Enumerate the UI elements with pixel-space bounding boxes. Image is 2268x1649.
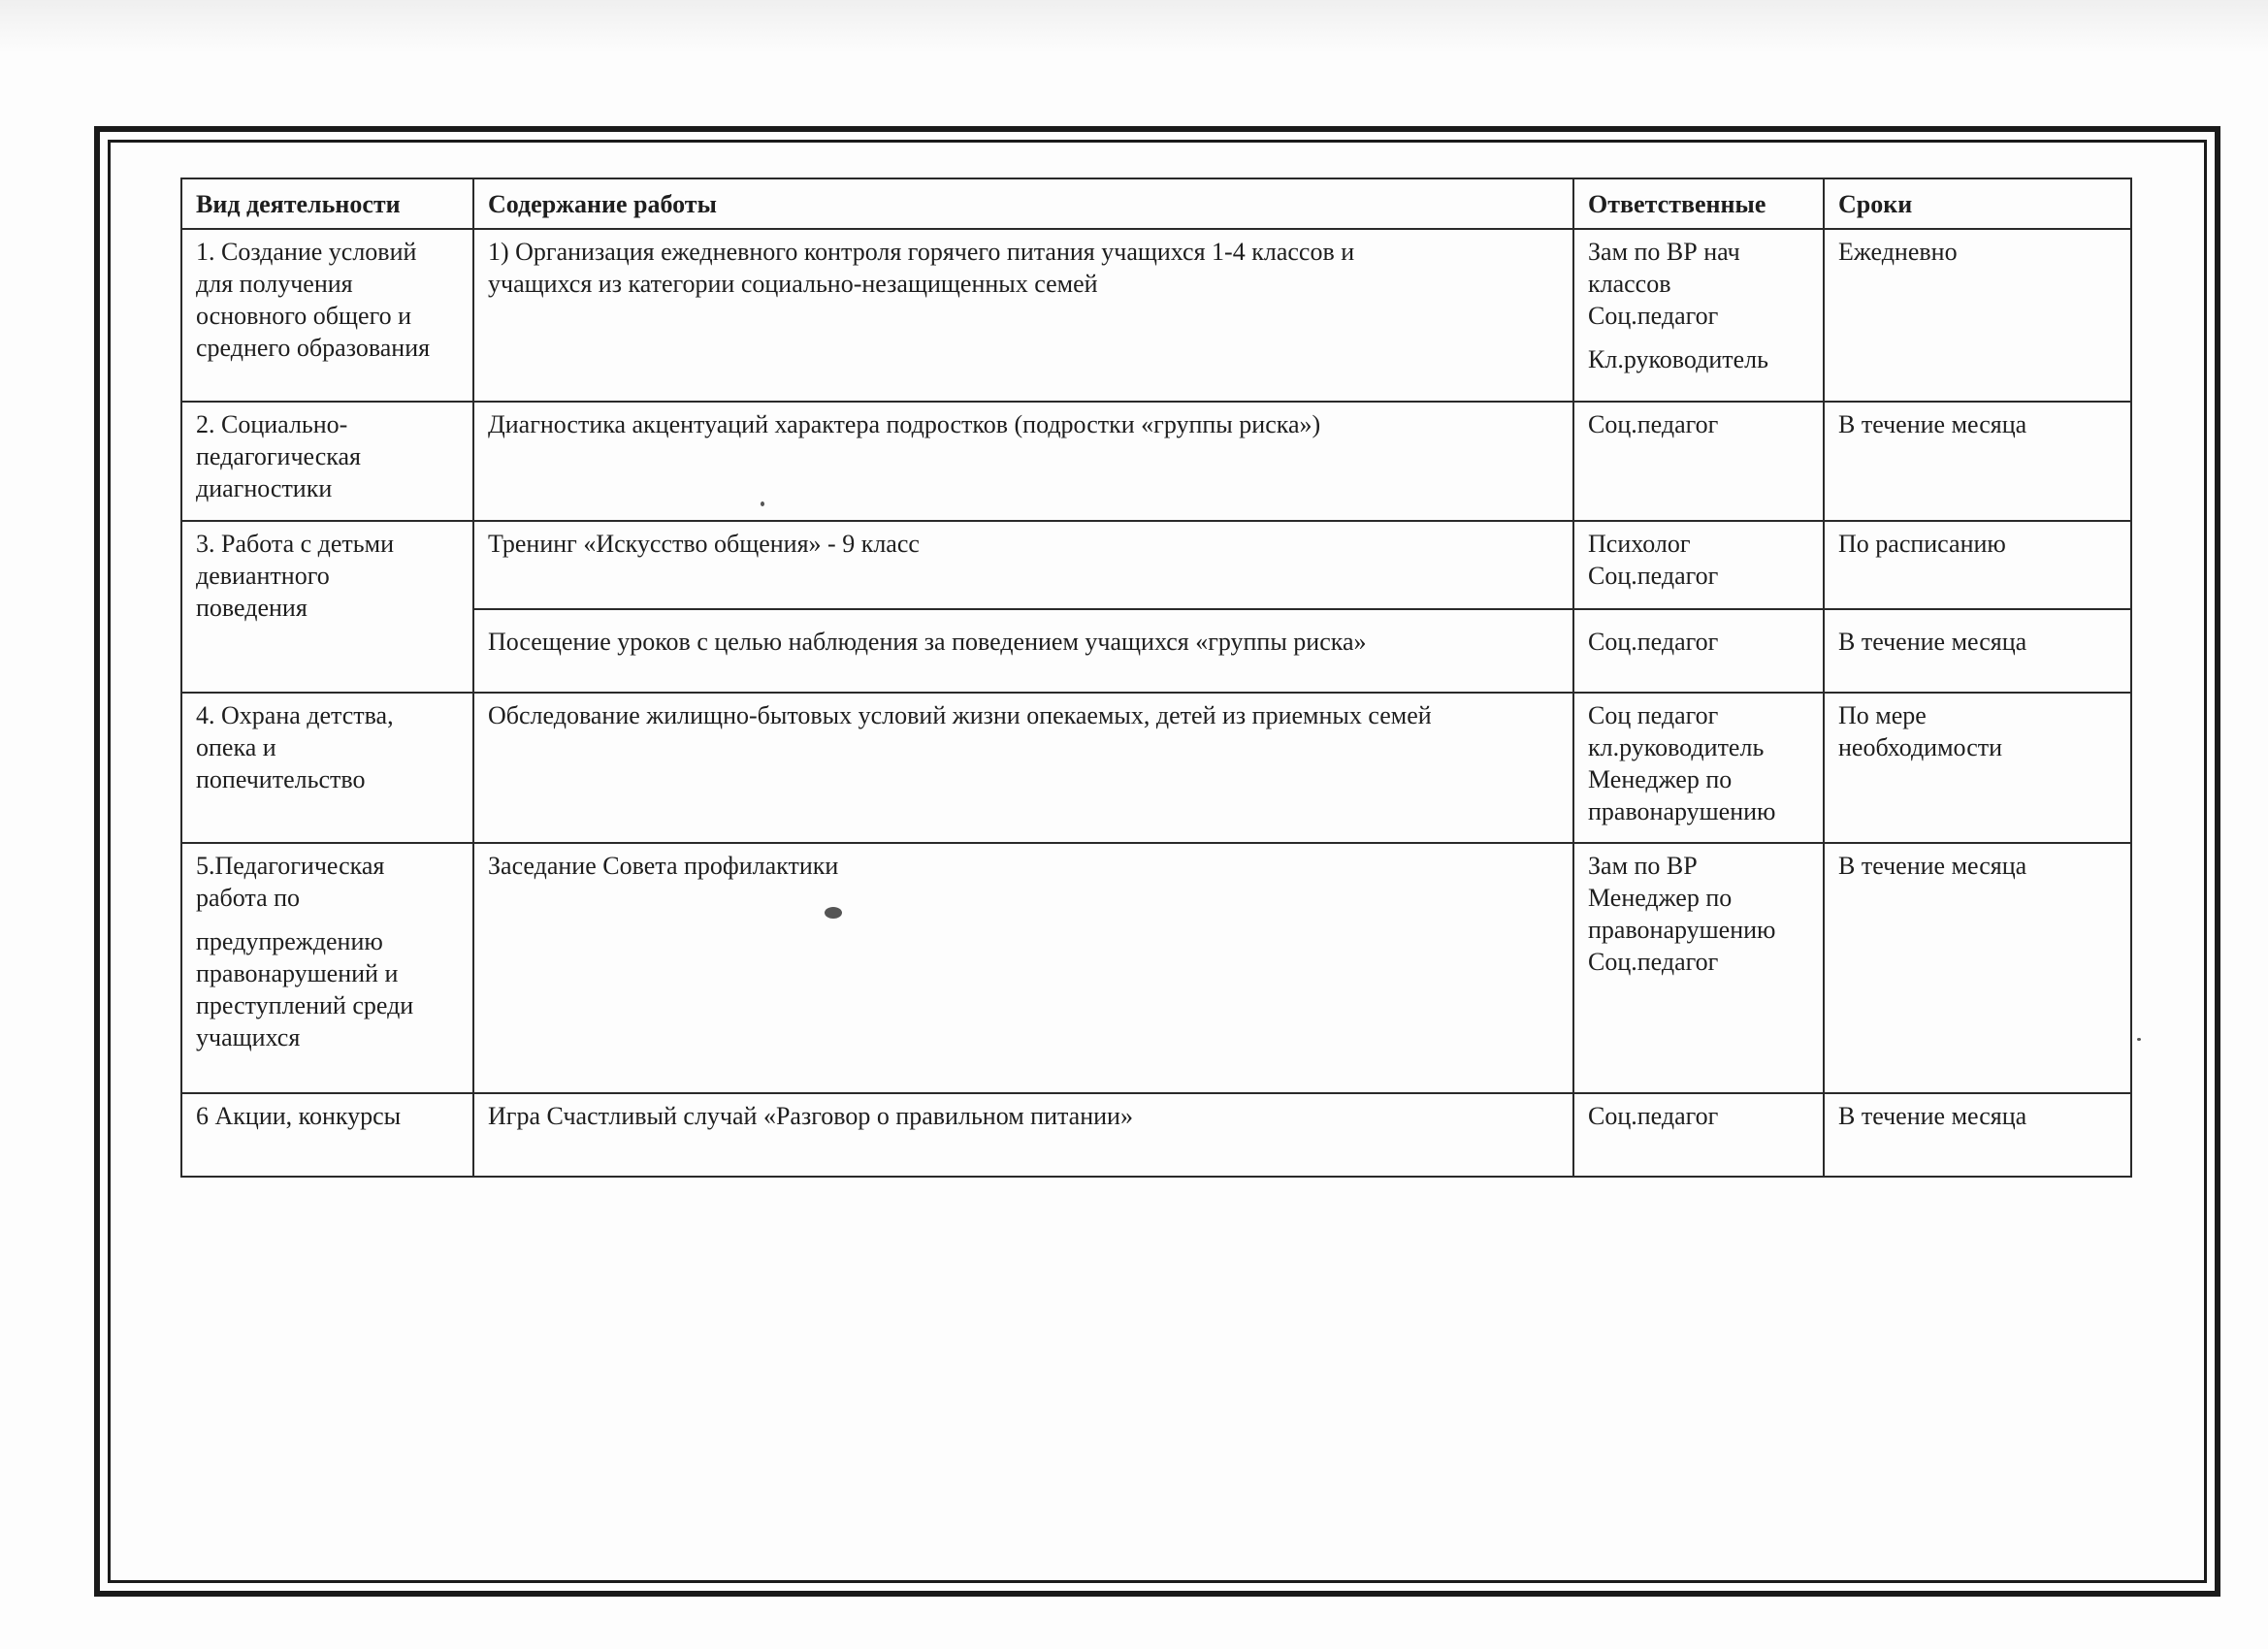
header-responsible: Ответственные: [1573, 178, 1824, 229]
deadline-cell: [1824, 693, 2131, 843]
header-deadline: Сроки: [1824, 178, 2131, 229]
scan-speck: [761, 501, 764, 506]
responsible-line: Кл.руководитель: [1588, 345, 1769, 373]
header-activity: Вид деятельности: [181, 178, 473, 229]
content-line: Игра Счастливый случай «Разговор о правильном питании»: [488, 1102, 1133, 1130]
table-row: [181, 521, 2131, 609]
responsible-cell: [1573, 521, 1824, 609]
responsible-cell: [1573, 609, 1824, 693]
content-line: учащихся из категории социально-незащищенных семей: [488, 270, 1098, 298]
responsible-line: правонарушению: [1588, 797, 1776, 825]
deadline-line: По мере: [1838, 701, 1927, 729]
activity-line: 5.Педагогическая: [196, 852, 385, 880]
content-cell: [473, 521, 1573, 609]
header-row: [181, 178, 2131, 229]
activity-line: правонарушений и: [196, 959, 399, 987]
activity-line: педагогическая: [196, 442, 362, 470]
deadline-cell: В течение месяца: [1824, 1093, 2131, 1177]
responsible-line: классов: [1588, 270, 1671, 298]
responsible-line: Соц.педагог: [1588, 1102, 1719, 1130]
content-cell: [473, 402, 1573, 521]
activity-line: работа по: [196, 884, 301, 912]
responsible-cell: [1573, 402, 1824, 521]
table-row: [181, 1093, 2131, 1177]
activity-line: 3. Работа с детьми: [196, 530, 395, 558]
deadline-cell: В течение месяца: [1824, 402, 2131, 521]
activity-cell: [181, 521, 473, 693]
activity-line: 2. Социально-: [196, 410, 348, 438]
responsible-line: Зам по ВР: [1588, 852, 1698, 880]
responsible-line: Зам по ВР нач: [1588, 238, 1740, 266]
activity-cell: [181, 1093, 473, 1177]
responsible-line: Соц.педагог: [1588, 628, 1719, 656]
table-row: [181, 693, 2131, 843]
activity-line: основного общего и: [196, 302, 412, 330]
activity-cell: [181, 693, 473, 843]
activity-line: учащихся: [196, 1023, 301, 1051]
activity-line: 6 Акции, конкурсы: [196, 1102, 402, 1130]
activity-line: предупреждению: [196, 927, 383, 955]
responsible-line: правонарушению: [1588, 916, 1776, 944]
table-row: [181, 609, 2131, 693]
deadline-cell: По расписанию: [1824, 521, 2131, 609]
responsible-line: Соц.педагог: [1588, 562, 1719, 590]
header-content: Содержание работы: [473, 178, 1573, 229]
responsible-line: Соц.педагог: [1588, 948, 1719, 976]
work-plan-table: [180, 178, 2132, 1178]
content-line: Обследование жилищно-бытовых условий жизни опекаемых, детей из приемных семей: [488, 701, 1432, 729]
activity-line: среднего образования: [196, 334, 431, 362]
table-row: [181, 402, 2131, 521]
responsible-cell: [1573, 229, 1824, 402]
activity-line: диагностики: [196, 474, 333, 502]
content-cell: [473, 1093, 1573, 1177]
content-line: Диагностика акцентуаций характера подростков (подростки «группы риска»): [488, 410, 1321, 438]
content-cell: [473, 229, 1573, 402]
responsible-cell: [1573, 693, 1824, 843]
scan-speck: [825, 907, 842, 919]
scan-speck: [2137, 1038, 2141, 1041]
responsible-line: Соц педагог: [1588, 701, 1719, 729]
content-line: Заседание Совета профилактики: [488, 852, 839, 880]
activity-line: поведения: [196, 594, 308, 622]
deadline-line: необходимости: [1838, 733, 2003, 761]
table-row: [181, 229, 2131, 402]
responsible-cell: [1573, 843, 1824, 1093]
responsible-line: Менеджер по: [1588, 765, 1733, 793]
activity-line: преступлений среди: [196, 991, 414, 1019]
deadline-cell: В течение месяца: [1824, 843, 2131, 1093]
activity-cell: [181, 402, 473, 521]
responsible-line: Психолог: [1588, 530, 1691, 558]
activity-line: 1. Создание условий: [196, 238, 417, 266]
responsible-line: Менеджер по: [1588, 884, 1733, 912]
activity-line: для получения: [196, 270, 353, 298]
deadline-cell: Ежедневно: [1824, 229, 2131, 402]
activity-line: опека и: [196, 733, 276, 761]
activity-line: попечительство: [196, 765, 366, 793]
content-line: 1) Организация ежедневного контроля горячего питания учащихся 1-4 классов и: [488, 238, 1355, 266]
activity-cell: [181, 843, 473, 1093]
deadline-cell: В течение месяца: [1824, 609, 2131, 693]
responsible-line: кл.руководитель: [1588, 733, 1765, 761]
content-cell: [473, 843, 1573, 1093]
activity-line: девиантного: [196, 562, 330, 590]
responsible-cell: [1573, 1093, 1824, 1177]
content-cell: [473, 693, 1573, 843]
responsible-line: Соц.педагог: [1588, 410, 1719, 438]
activity-line: 4. Охрана детства,: [196, 701, 394, 729]
table-row: [181, 843, 2131, 1093]
responsible-line: Соц.педагог: [1588, 302, 1719, 330]
activity-cell: [181, 229, 473, 402]
scan-top-shadow: [0, 0, 2268, 53]
content-line: Тренинг «Искусство общения» - 9 класс: [488, 530, 920, 558]
content-line: Посещение уроков с целью наблюдения за поведением учащихся «группы риска»: [488, 628, 1367, 656]
content-cell: [473, 609, 1573, 693]
